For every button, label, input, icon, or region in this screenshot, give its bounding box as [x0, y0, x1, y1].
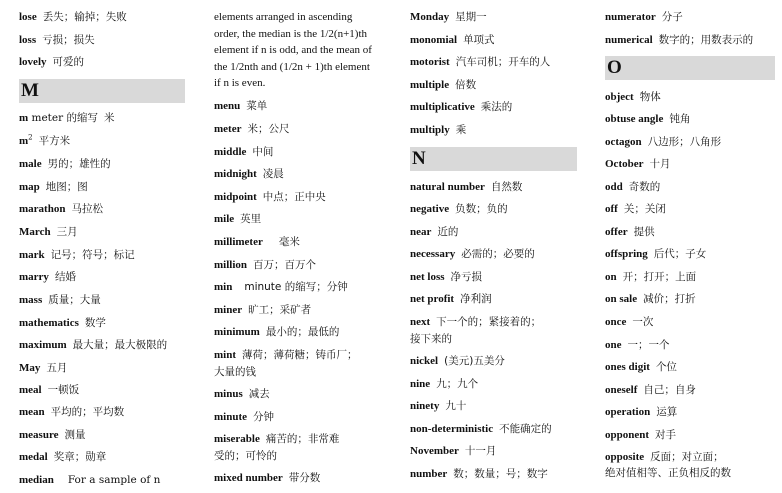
- entry-mark: mark 记号；符号；标记: [19, 249, 135, 261]
- entry-midnight: midnight 凌晨: [214, 168, 284, 180]
- entry-minimum: minimum 最小的；最低的: [214, 326, 340, 338]
- entry-operation: operation 运算: [605, 406, 678, 418]
- entry-net-loss: net loss 净亏损: [410, 271, 483, 283]
- entry-offer: offer 提供: [605, 226, 655, 238]
- entry-octagon: octagon 八边形；八角形: [605, 136, 722, 148]
- entry-multiplicative: multiplicative 乘法的: [410, 101, 513, 113]
- entry-october: October 十月: [605, 158, 671, 170]
- entry-ones-digit: ones digit 个位: [605, 361, 677, 373]
- entry-november: November 十一月: [410, 445, 497, 457]
- entry-m: m meter 的缩写 米: [19, 112, 115, 124]
- entry-offspring: offspring 后代；子女: [605, 248, 707, 260]
- entry-medal: medal 奖章；勋章: [19, 451, 107, 463]
- entry-male: male 男的；雄性的: [19, 158, 111, 170]
- entry-marathon: marathon 马拉松: [19, 203, 103, 215]
- entry-next: next 下一个的；紧接着的； 接下来的: [410, 316, 542, 345]
- entry-middle: middle 中间: [214, 146, 274, 158]
- entry-opponent: opponent 对手: [605, 429, 677, 441]
- entry-lovely: lovely 可爱的: [19, 56, 84, 68]
- median-definition: [214, 9, 389, 92]
- entry-median: median For a sample of n: [19, 474, 161, 486]
- entry-loss: loss 亏损；损失: [19, 34, 95, 46]
- entry-on-sale: on sale 减价；打折: [605, 293, 696, 305]
- entry-mass: mass 质量；大量: [19, 294, 101, 306]
- entry-nine: nine 九；九个: [410, 378, 479, 390]
- entry-marry: marry 结婚: [19, 271, 76, 283]
- entry-natural-number: natural number 自然数: [410, 181, 523, 193]
- entry-net-profit: net profit 净利润: [410, 293, 492, 305]
- entry-meal: meal 一顿饭: [19, 384, 80, 396]
- entry-object: object 物体: [605, 91, 661, 103]
- para-line-1: elements arranged in ascending: [214, 11, 353, 23]
- para-line-5: if n is even.: [214, 77, 266, 89]
- entry-mint: mint 薄荷；薄荷糖；铸币厂； 大量的钱: [214, 349, 358, 378]
- entry-mile: mile 英里: [214, 213, 262, 225]
- entry-once: once 一次: [605, 316, 654, 328]
- entry-lose: lose 丢失；输掉；失败: [19, 11, 127, 23]
- para-line-3: element if n is odd, and the mean of: [214, 44, 372, 56]
- section-header-o: O: [605, 56, 775, 80]
- entry-opposite: opposite 反面；对立面； 绝对值相等、正负相反的数: [605, 451, 731, 479]
- entry-mixed-number: mixed number 带分数: [214, 472, 321, 484]
- entry-numerical: numerical 数字的；用数表示的: [605, 34, 754, 46]
- entry-minus: minus 减去: [214, 388, 270, 400]
- entry-oneself: oneself 自己；自身: [605, 384, 696, 396]
- entry-on: on 开；打开；上面: [605, 271, 697, 283]
- entry-mean: mean 平均的；平均数: [19, 406, 125, 418]
- entry-motorist: motorist 汽车司机；开车的人: [410, 56, 551, 68]
- section-header-n: N: [410, 147, 577, 171]
- entry-menu: menu 菜单: [214, 100, 268, 112]
- entry-mathematics: mathematics 数学: [19, 317, 106, 329]
- entry-may: May 五月: [19, 362, 68, 374]
- entry-necessary: necessary 必需的；必要的: [410, 248, 535, 260]
- entry-monomial: monomial 单项式: [410, 34, 495, 46]
- entry-map: map 地图；图: [19, 181, 88, 193]
- entry-miner: miner 旷工；采矿者: [214, 304, 312, 316]
- para-line-4: the 1/2nth and (1/2n + 1)th element: [214, 60, 370, 73]
- entry-measure: measure 测量: [19, 429, 86, 441]
- entry-ninety: ninety 九十: [410, 400, 467, 412]
- entry-maximum: maximum 最大量；最大极限的: [19, 339, 168, 351]
- entry-million: million 百万；百万个: [214, 259, 317, 271]
- entry-non-deterministic: non-deterministic 不能确定的: [410, 423, 552, 435]
- entry-march: March 三月: [19, 226, 78, 238]
- entry-numerator: numerator 分子: [605, 11, 683, 23]
- entry-multiply: multiply 乘: [410, 124, 467, 136]
- entry-near: near 近的: [410, 226, 459, 238]
- entry-min: min minute 的缩写；分钟: [214, 281, 348, 293]
- entry-midpoint: midpoint 中点；正中央: [214, 191, 326, 203]
- entry-millimeter: millimeter 毫米: [214, 236, 300, 248]
- entry-m2: $m^2$ 平方米: [19, 133, 71, 147]
- entry-negative: negative 负数；负的: [410, 203, 508, 215]
- para-line-2: order, the median is the 1/2(n+1)th: [214, 27, 368, 40]
- entry-meter: meter 米；公尺: [214, 123, 290, 135]
- entry-monday: Monday 星期一: [410, 11, 487, 23]
- entry-obtuse-angle: obtuse angle 钝角: [605, 113, 691, 125]
- entry-number: number 数；数量；号；数字: [410, 468, 548, 480]
- entry-nickel: nickel (美元)五美分: [410, 355, 505, 367]
- entry-off: off 关；关闭: [605, 203, 666, 215]
- section-header-m: M: [19, 79, 185, 103]
- entry-odd: odd 奇数的: [605, 181, 661, 193]
- entry-one: one 一；一个: [605, 339, 670, 351]
- entry-multiple: multiple 倍数: [410, 79, 477, 91]
- entry-miserable: miserable 痛苦的；非常难 受的；可怜的: [214, 433, 340, 462]
- entry-minute: minute 分钟: [214, 411, 274, 423]
